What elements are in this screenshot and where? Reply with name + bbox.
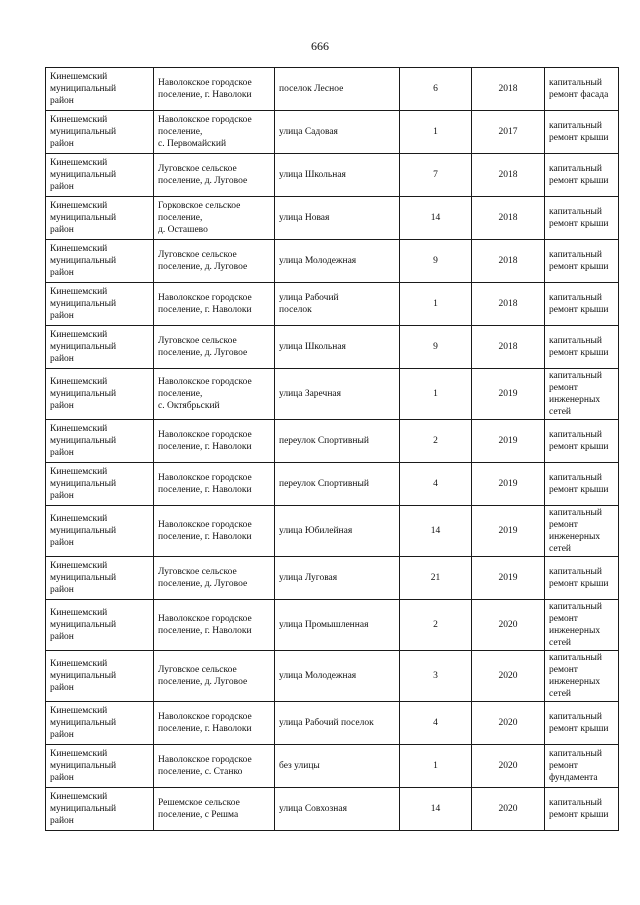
table-row (46, 702, 619, 745)
house-number-cell-text: 9 (433, 256, 438, 266)
year-cell (472, 745, 545, 788)
district-cell (46, 111, 154, 154)
settlement-cell-text: Луговское сельское поселение, д. Луговое (158, 336, 248, 358)
street-cell-text: поселок Лесное (279, 84, 344, 94)
work-type-cell (545, 68, 619, 111)
street-cell-text: улица Рабочий поселок (279, 718, 374, 728)
house-number-cell (400, 651, 472, 702)
work-type-cell-text: капитальный ремонт крыши (549, 207, 609, 229)
street-cell-text: улица Молодежная (279, 671, 357, 681)
district-cell (46, 326, 154, 369)
settlement-cell-text: Наволокское городское поселение, г. Наволоки (158, 712, 252, 734)
year-cell (472, 240, 545, 283)
street-cell (275, 463, 400, 506)
work-type-cell-text: капитальный ремонт инженерных сетей (549, 602, 602, 648)
district-cell-text: Кинешемский муниципальный район (50, 659, 117, 693)
district-cell (46, 651, 154, 702)
page-number: 666 (311, 39, 329, 53)
year-cell-text: 2019 (498, 479, 518, 489)
work-type-cell-text: капитальный ремонт фундамента (549, 749, 602, 783)
work-type-cell-text: капитальный ремонт крыши (549, 430, 609, 452)
district-cell-text: Кинешемский муниципальный район (50, 749, 117, 783)
district-cell-text: Кинешемский муниципальный район (50, 561, 117, 595)
table-row (46, 506, 619, 557)
work-type-cell (545, 702, 619, 745)
work-type-cell (545, 506, 619, 557)
settlement-cell-text: Наволокское городское поселение, г. Наволоки (158, 430, 252, 452)
street-cell-text: улица Рабочий поселок (279, 293, 339, 315)
work-type-cell-text: капитальный ремонт крыши (549, 293, 609, 315)
house-number-cell (400, 369, 472, 420)
house-number-cell (400, 463, 472, 506)
house-number-cell (400, 420, 472, 463)
house-number-cell-text: 14 (430, 526, 441, 536)
year-cell-text: 2020 (498, 718, 518, 728)
settlement-cell (154, 506, 275, 557)
settlement-cell (154, 651, 275, 702)
house-number-cell-text: 21 (430, 573, 441, 583)
year-cell (472, 788, 545, 831)
district-cell-text: Кинешемский муниципальный район (50, 467, 117, 501)
work-type-cell-text: капитальный ремонт инженерных сетей (549, 508, 602, 554)
street-cell-text: улица Юбилейная (279, 526, 353, 536)
year-cell (472, 197, 545, 240)
street-cell (275, 283, 400, 326)
house-number-cell-text: 6 (433, 84, 438, 94)
house-number-cell-text: 2 (433, 436, 438, 446)
year-cell (472, 557, 545, 600)
district-cell-text: Кинешемский муниципальный район (50, 72, 117, 106)
house-number-cell (400, 68, 472, 111)
district-cell (46, 68, 154, 111)
year-cell (472, 463, 545, 506)
housing-repair-table (45, 67, 619, 831)
district-cell (46, 283, 154, 326)
work-type-cell-text: капитальный ремонт крыши (549, 473, 609, 495)
work-type-cell-text: капитальный ремонт крыши (549, 121, 609, 143)
district-cell (46, 369, 154, 420)
street-cell (275, 68, 400, 111)
settlement-cell-text: Наволокское городское поселение, с. Октябрьский (158, 377, 252, 411)
street-cell (275, 506, 400, 557)
settlement-cell (154, 68, 275, 111)
street-cell (275, 788, 400, 831)
year-cell (472, 369, 545, 420)
settlement-cell-text: Наволокское городское поселение, г. Наволоки (158, 293, 252, 315)
settlement-cell-text: Наволокское городское поселение, г. Наволоки (158, 614, 252, 636)
settlement-cell (154, 745, 275, 788)
street-cell-text: переулок Спортивный (279, 436, 369, 446)
district-cell-text: Кинешемский муниципальный район (50, 287, 117, 321)
year-cell-text: 2019 (498, 526, 518, 536)
work-type-cell-text: капитальный ремонт крыши (549, 567, 609, 589)
house-number-cell (400, 283, 472, 326)
house-number-cell-text: 14 (430, 213, 441, 223)
work-type-cell (545, 197, 619, 240)
street-cell (275, 197, 400, 240)
district-cell (46, 420, 154, 463)
street-cell (275, 111, 400, 154)
district-cell-text: Кинешемский муниципальный район (50, 424, 117, 458)
settlement-cell-text: Луговское сельское поселение, д. Луговое (158, 250, 248, 272)
house-number-cell (400, 240, 472, 283)
house-number-cell (400, 506, 472, 557)
table-row (46, 154, 619, 197)
district-cell-text: Кинешемский муниципальный район (50, 244, 117, 278)
year-cell (472, 111, 545, 154)
street-cell-text: без улицы (279, 761, 320, 771)
work-type-cell (545, 557, 619, 600)
settlement-cell (154, 111, 275, 154)
table-row (46, 326, 619, 369)
house-number-cell (400, 745, 472, 788)
table-row (46, 369, 619, 420)
street-cell-text: улица Луговая (279, 573, 338, 583)
work-type-cell (545, 326, 619, 369)
table-row (46, 463, 619, 506)
settlement-cell (154, 240, 275, 283)
year-cell-text: 2019 (498, 573, 518, 583)
year-cell (472, 420, 545, 463)
work-type-cell (545, 283, 619, 326)
street-cell-text: улица Молодежная (279, 256, 357, 266)
district-cell (46, 506, 154, 557)
table-row (46, 240, 619, 283)
work-type-cell-text: капитальный ремонт крыши (549, 164, 609, 186)
work-type-cell (545, 154, 619, 197)
house-number-cell-text: 2 (433, 620, 438, 630)
street-cell (275, 702, 400, 745)
year-cell-text: 2018 (498, 342, 518, 352)
work-type-cell (545, 111, 619, 154)
table-row (46, 788, 619, 831)
settlement-cell-text: Луговское сельское поселение, д. Луговое (158, 567, 248, 589)
settlement-cell-text: Луговское сельское поселение, д. Луговое (158, 164, 248, 186)
table-row (46, 745, 619, 788)
year-cell-text: 2018 (498, 299, 518, 309)
house-number-cell (400, 702, 472, 745)
street-cell-text: улица Совхозная (279, 804, 347, 814)
year-cell-text: 2020 (498, 671, 518, 681)
settlement-cell-text: Решемское сельское поселение, с Решма (158, 798, 240, 820)
street-cell-text: переулок Спортивный (279, 479, 369, 489)
year-cell-text: 2020 (498, 804, 518, 814)
street-cell (275, 154, 400, 197)
house-number-cell-text: 1 (433, 761, 438, 771)
settlement-cell-text: Наволокское городское поселение, с. Первомайский (158, 115, 252, 149)
work-type-cell-text: капитальный ремонт инженерных сетей (549, 653, 602, 699)
year-cell-text: 2018 (498, 170, 518, 180)
year-cell-text: 2019 (498, 389, 518, 399)
work-type-cell (545, 463, 619, 506)
table-row (46, 651, 619, 702)
table-row (46, 197, 619, 240)
year-cell-text: 2018 (498, 256, 518, 266)
work-type-cell (545, 600, 619, 651)
work-type-cell (545, 369, 619, 420)
district-cell (46, 702, 154, 745)
work-type-cell-text: капитальный ремонт крыши (549, 798, 609, 820)
work-type-cell (545, 788, 619, 831)
street-cell-text: улица Новая (279, 213, 330, 223)
year-cell (472, 68, 545, 111)
settlement-cell-text: Наволокское городское поселение, г. Наволоки (158, 473, 252, 495)
settlement-cell-text: Наволокское городское поселение, г. Наволоки (158, 78, 252, 100)
year-cell (472, 326, 545, 369)
district-cell-text: Кинешемский муниципальный район (50, 158, 117, 192)
district-cell (46, 788, 154, 831)
street-cell-text: улица Промышленная (279, 620, 369, 630)
settlement-cell-text: Наволокское городское поселение, г. Наволоки (158, 520, 252, 542)
settlement-cell (154, 600, 275, 651)
settlement-cell (154, 326, 275, 369)
year-cell-text: 2020 (498, 620, 518, 630)
house-number-cell-text: 1 (433, 389, 438, 399)
house-number-cell (400, 557, 472, 600)
district-cell-text: Кинешемский муниципальный район (50, 706, 117, 740)
work-type-cell-text: капитальный ремонт крыши (549, 712, 609, 734)
district-cell-text: Кинешемский муниципальный район (50, 608, 117, 642)
settlement-cell (154, 788, 275, 831)
house-number-cell-text: 14 (430, 804, 441, 814)
settlement-cell (154, 369, 275, 420)
year-cell (472, 600, 545, 651)
street-cell (275, 369, 400, 420)
table-row (46, 557, 619, 600)
district-cell (46, 197, 154, 240)
district-cell-text: Кинешемский муниципальный район (50, 377, 117, 411)
district-cell-text: Кинешемский муниципальный район (50, 330, 117, 364)
table-row (46, 600, 619, 651)
district-cell (46, 557, 154, 600)
table-row (46, 68, 619, 111)
settlement-cell (154, 702, 275, 745)
settlement-cell-text: Луговское сельское поселение, д. Луговое (158, 665, 248, 687)
settlement-cell-text: Наволокское городское поселение, с. Станко (158, 755, 252, 777)
year-cell (472, 506, 545, 557)
work-type-cell (545, 240, 619, 283)
settlement-cell (154, 283, 275, 326)
year-cell-text: 2018 (498, 213, 518, 223)
house-number-cell (400, 600, 472, 651)
house-number-cell-text: 9 (433, 342, 438, 352)
street-cell (275, 651, 400, 702)
year-cell (472, 702, 545, 745)
district-cell-text: Кинешемский муниципальный район (50, 514, 117, 548)
house-number-cell (400, 326, 472, 369)
house-number-cell-text: 4 (433, 718, 438, 728)
settlement-cell (154, 557, 275, 600)
year-cell-text: 2017 (498, 127, 518, 137)
table-body (46, 68, 619, 831)
street-cell (275, 557, 400, 600)
settlement-cell-text: Горковское сельское поселение, д. Осташево (158, 201, 241, 235)
street-cell (275, 600, 400, 651)
settlement-cell (154, 463, 275, 506)
work-type-cell-text: капитальный ремонт крыши (549, 336, 609, 358)
house-number-cell (400, 197, 472, 240)
year-cell-text: 2018 (498, 84, 518, 94)
district-cell-text: Кинешемский муниципальный район (50, 115, 117, 149)
work-type-cell-text: капитальный ремонт крыши (549, 250, 609, 272)
year-cell (472, 283, 545, 326)
year-cell-text: 2019 (498, 436, 518, 446)
street-cell-text: улица Заречная (279, 389, 341, 399)
house-number-cell-text: 1 (433, 299, 438, 309)
house-number-cell (400, 788, 472, 831)
street-cell-text: улица Школьная (279, 342, 346, 352)
house-number-cell-text: 1 (433, 127, 438, 137)
district-cell-text: Кинешемский муниципальный район (50, 201, 117, 235)
work-type-cell-text: капитальный ремонт инженерных сетей (549, 371, 602, 417)
district-cell (46, 745, 154, 788)
settlement-cell (154, 154, 275, 197)
house-number-cell-text: 3 (433, 671, 438, 681)
house-number-cell (400, 111, 472, 154)
street-cell-text: улица Садовая (279, 127, 338, 137)
district-cell (46, 240, 154, 283)
settlement-cell (154, 197, 275, 240)
year-cell (472, 154, 545, 197)
work-type-cell (545, 420, 619, 463)
settlement-cell (154, 420, 275, 463)
table-row (46, 420, 619, 463)
street-cell (275, 745, 400, 788)
district-cell (46, 600, 154, 651)
work-type-cell-text: капитальный ремонт фасада (549, 78, 609, 100)
table-row (46, 111, 619, 154)
house-number-cell-text: 7 (433, 170, 438, 180)
work-type-cell (545, 651, 619, 702)
street-cell (275, 240, 400, 283)
work-type-cell (545, 745, 619, 788)
district-cell (46, 463, 154, 506)
house-number-cell (400, 154, 472, 197)
district-cell-text: Кинешемский муниципальный район (50, 792, 117, 826)
street-cell (275, 420, 400, 463)
district-cell (46, 154, 154, 197)
year-cell-text: 2020 (498, 761, 518, 771)
year-cell (472, 651, 545, 702)
street-cell-text: улица Школьная (279, 170, 346, 180)
table-row (46, 283, 619, 326)
house-number-cell-text: 4 (433, 479, 438, 489)
street-cell (275, 326, 400, 369)
